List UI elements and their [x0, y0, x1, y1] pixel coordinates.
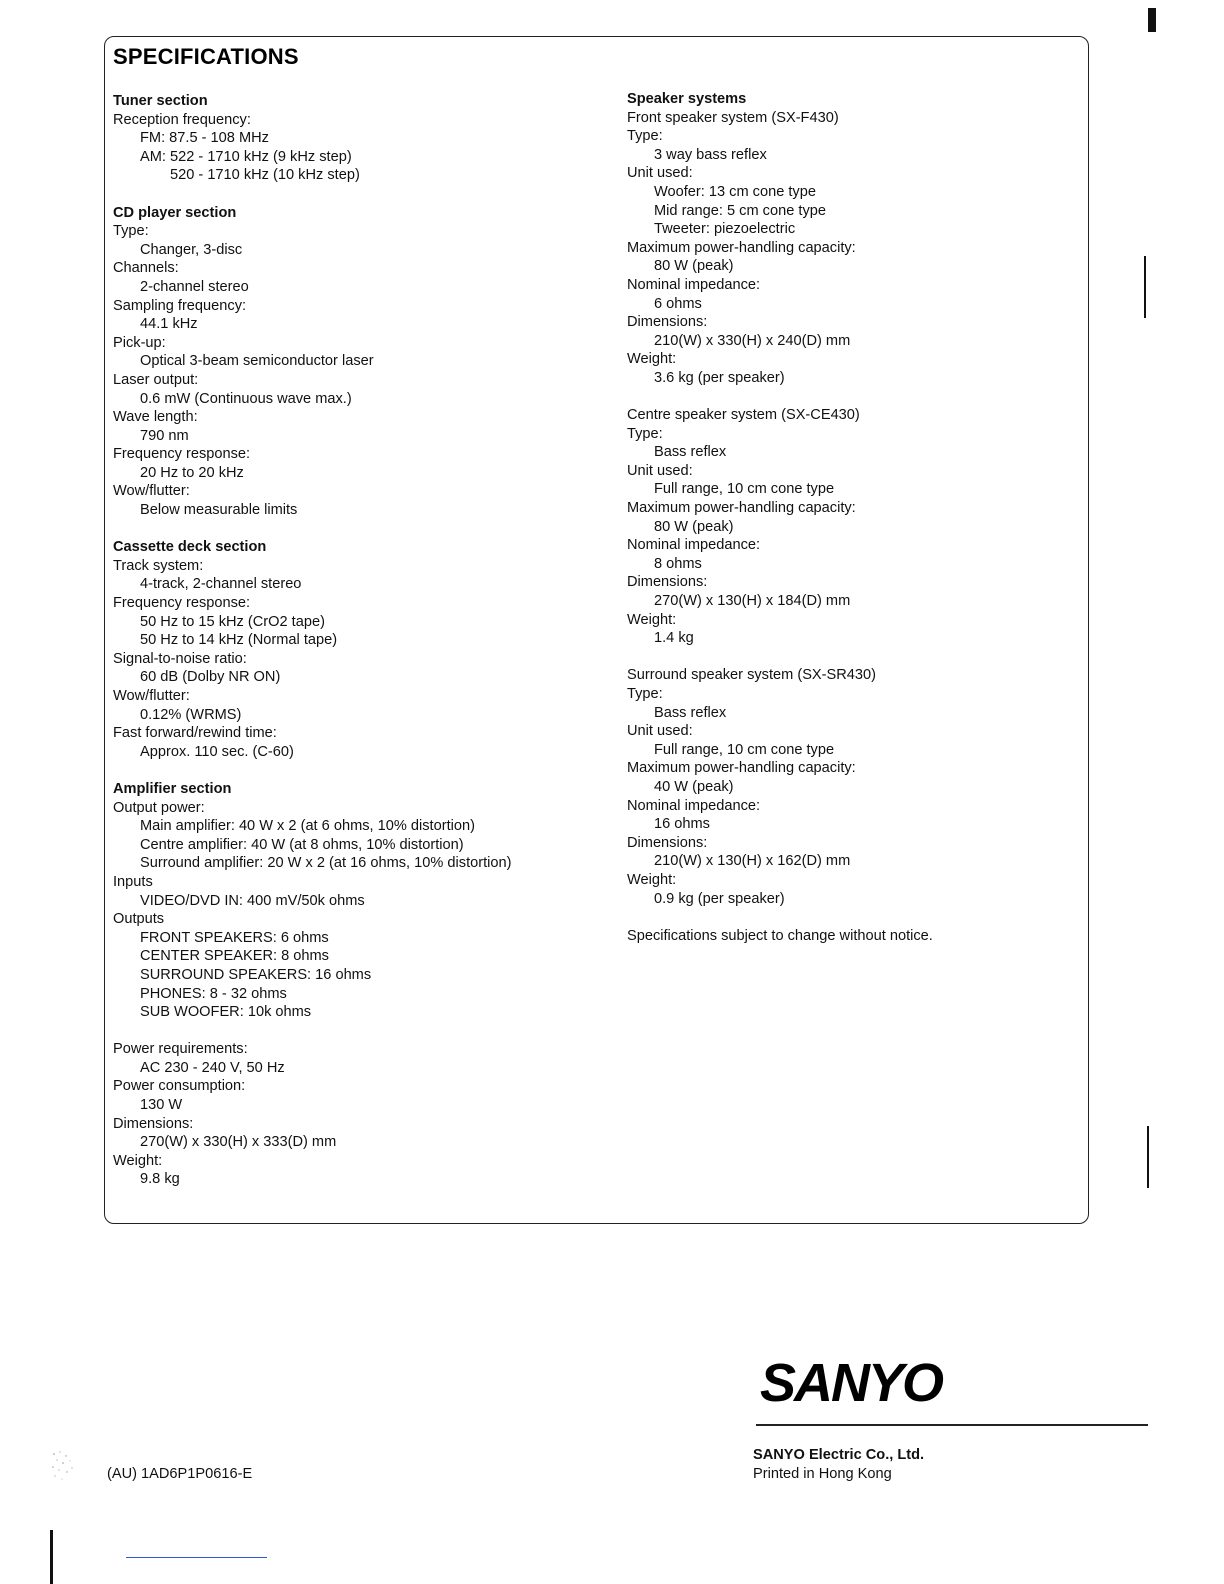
spec-line: 4-track, 2-channel stereo	[140, 576, 302, 593]
section-heading: Tuner section	[113, 93, 208, 109]
spec-line: Frequency response:	[113, 446, 251, 463]
spec-line: 0.9 kg (per speaker)	[654, 890, 785, 907]
spec-line: Sampling frequency:	[113, 297, 247, 314]
spec-line: Reception frequency:	[113, 111, 251, 128]
spec-line: Maximum power-handling capacity:	[627, 500, 856, 517]
spec-line: Surround amplifier: 20 W x 2 (at 16 ohms, 10% distortion)	[140, 855, 512, 872]
spec-line: 50 Hz to 14 kHz (Normal tape)	[140, 632, 338, 649]
right-spec-column	[627, 90, 1067, 945]
spacer	[627, 648, 1067, 667]
page-title: SPECIFICATIONS	[113, 44, 299, 69]
spec-line: 3.6 kg (per speaker)	[654, 369, 785, 386]
spec-line: Centre speaker system (SX-CE430)	[627, 407, 860, 424]
spec-line: Unit used:	[627, 165, 693, 182]
spec-line: Type:	[627, 425, 663, 442]
scan-mark-top	[1148, 8, 1156, 32]
spec-line: Unit used:	[627, 723, 693, 740]
spec-line: PHONES: 8 - 32 ohms	[140, 985, 287, 1002]
spec-line: Full range, 10 cm cone type	[654, 481, 835, 498]
spec-line: 60 dB (Dolby NR ON)	[140, 669, 281, 686]
company-name: SANYO Electric Co., Ltd.	[753, 1447, 925, 1463]
spec-line: Main amplifier: 40 W x 2 (at 6 ohms, 10% distortion)	[140, 818, 475, 835]
sanyo-logo: SANYO	[760, 1353, 943, 1413]
spec-line: 80 W (peak)	[654, 518, 734, 535]
spec-line: Wow/flutter:	[113, 483, 190, 500]
spec-line: 210(W) x 330(H) x 240(D) mm	[654, 332, 851, 349]
section-heading: Amplifier section	[113, 780, 232, 797]
spec-line: 8 ohms	[654, 555, 702, 572]
spec-line: Nominal impedance:	[627, 797, 761, 814]
section-heading: Speaker systems	[627, 91, 747, 107]
spec-line: 790 nm	[140, 427, 189, 444]
spec-line: Laser output:	[113, 371, 199, 388]
spec-line: SURROUND SPEAKERS: 16 ohms	[140, 966, 372, 983]
spec-line: 3 way bass reflex	[654, 146, 767, 163]
spec-line: Weight:	[627, 351, 677, 368]
spec-line: CENTER SPEAKER: 8 ohms	[140, 948, 329, 965]
spec-line: Maximum power-handling capacity:	[627, 760, 856, 777]
spec-line: Type:	[113, 223, 149, 240]
spec-line: 1.4 kg	[654, 630, 694, 647]
spec-line: Changer, 3-disc	[140, 241, 243, 258]
spec-line: SUB WOOFER: 10k ohms	[140, 1004, 312, 1021]
spec-line: Pick-up:	[113, 334, 166, 351]
spec-line: Outputs	[113, 911, 165, 928]
spec-line: AM: 522 - 1710 kHz (9 kHz step)	[140, 148, 352, 165]
spec-line: 520 - 1710 kHz (10 kHz step)	[170, 167, 360, 184]
spec-line: Type:	[627, 128, 663, 145]
spec-line: Weight:	[627, 871, 677, 888]
spec-line: 270(W) x 130(H) x 184(D) mm	[654, 593, 851, 610]
spec-line: Specifications subject to change without notice.	[627, 927, 933, 944]
spec-line: Signal-to-noise ratio:	[113, 650, 247, 667]
spec-line: Full range, 10 cm cone type	[654, 741, 835, 758]
spec-line: FM: 87.5 - 108 MHz	[140, 130, 269, 147]
document-code: (AU) 1AD6P1P0616-E	[107, 1466, 253, 1482]
section-heading: CD player section	[113, 204, 237, 221]
spec-line: Unit used:	[627, 462, 693, 479]
printed-in: Printed in Hong Kong	[753, 1466, 892, 1482]
scan-noise-speckle	[48, 1448, 78, 1486]
spec-line: 80 W (peak)	[654, 258, 734, 275]
spec-line: Bass reflex	[654, 444, 727, 461]
spec-line: Front speaker system (SX-F430)	[627, 109, 839, 126]
spec-line: 6 ohms	[654, 295, 702, 312]
spec-line: Power consumption:	[113, 1078, 246, 1095]
spec-line: Wave length:	[113, 409, 198, 426]
spec-line: Fast forward/rewind time:	[113, 725, 277, 742]
spacer	[113, 1022, 593, 1041]
spec-line: Mid range: 5 cm cone type	[654, 202, 826, 219]
spec-line: Dimensions:	[113, 1115, 194, 1132]
spacer	[113, 185, 593, 204]
spec-line: Output power:	[113, 799, 205, 816]
spec-line: 210(W) x 130(H) x 162(D) mm	[654, 853, 851, 870]
spec-line: AC 230 - 240 V, 50 Hz	[140, 1059, 285, 1076]
spacer	[113, 761, 593, 780]
spec-line: Optical 3-beam semiconductor laser	[140, 353, 374, 370]
spec-line: Surround speaker system (SX-SR430)	[627, 667, 877, 684]
scan-mark-middle	[1144, 256, 1146, 318]
spec-line: Type:	[627, 686, 663, 702]
company-block	[753, 1446, 924, 1484]
spec-line: Bass reflex	[654, 704, 727, 721]
spec-line: 44.1 kHz	[140, 316, 198, 333]
spec-line: Centre amplifier: 40 W (at 8 ohms, 10% distortion)	[140, 836, 464, 853]
spec-line: Nominal impedance:	[627, 276, 761, 293]
spec-line: Frequency response:	[113, 595, 251, 612]
spacer	[627, 908, 1067, 927]
spec-line: Tweeter: piezoelectric	[654, 221, 796, 238]
section-heading: Cassette deck section	[113, 539, 267, 556]
spec-line: Woofer: 13 cm cone type	[654, 183, 816, 200]
spec-line: Dimensions:	[627, 574, 708, 591]
left-spec-column	[113, 92, 593, 1189]
spec-line: VIDEO/DVD IN: 400 mV/50k ohms	[140, 892, 365, 909]
spec-line: Power requirements:	[113, 1041, 248, 1058]
spec-line: 16 ohms	[654, 816, 710, 833]
spec-line: 0.12% (WRMS)	[140, 706, 242, 723]
scan-mark-lower	[1147, 1126, 1149, 1188]
spec-line: Maximum power-handling capacity:	[627, 239, 856, 256]
spec-line: Approx. 110 sec. (C-60)	[140, 743, 294, 760]
spec-line: 0.6 mW (Continuous wave max.)	[140, 390, 352, 407]
spacer	[627, 388, 1067, 407]
spec-line: Inputs	[113, 873, 153, 890]
spec-line: Nominal impedance:	[627, 537, 761, 554]
spec-line: Weight:	[627, 611, 677, 628]
spec-line: 20 Hz to 20 kHz	[140, 464, 244, 481]
spec-line: Weight:	[113, 1152, 163, 1169]
spec-line: 2-channel stereo	[140, 278, 249, 295]
spec-line: Dimensions:	[627, 314, 708, 331]
spec-line: Wow/flutter:	[113, 688, 190, 704]
spec-line: Track system:	[113, 557, 204, 574]
spec-line: Channels:	[113, 260, 179, 277]
spacer	[113, 520, 593, 539]
spec-line: Below measurable limits	[140, 502, 298, 519]
footer-divider	[756, 1424, 1148, 1426]
spec-line: FRONT SPEAKERS: 6 ohms	[140, 929, 329, 946]
spec-line: 9.8 kg	[140, 1171, 180, 1188]
spec-line: 130 W	[140, 1097, 183, 1114]
spec-line: 50 Hz to 15 kHz (CrO2 tape)	[140, 613, 325, 630]
scan-mark-bottom-left	[50, 1530, 53, 1584]
bottom-underline	[126, 1557, 267, 1558]
spec-line: 270(W) x 330(H) x 333(D) mm	[140, 1134, 337, 1151]
spec-line: Dimensions:	[627, 834, 708, 851]
spec-line: 40 W (peak)	[654, 778, 734, 795]
